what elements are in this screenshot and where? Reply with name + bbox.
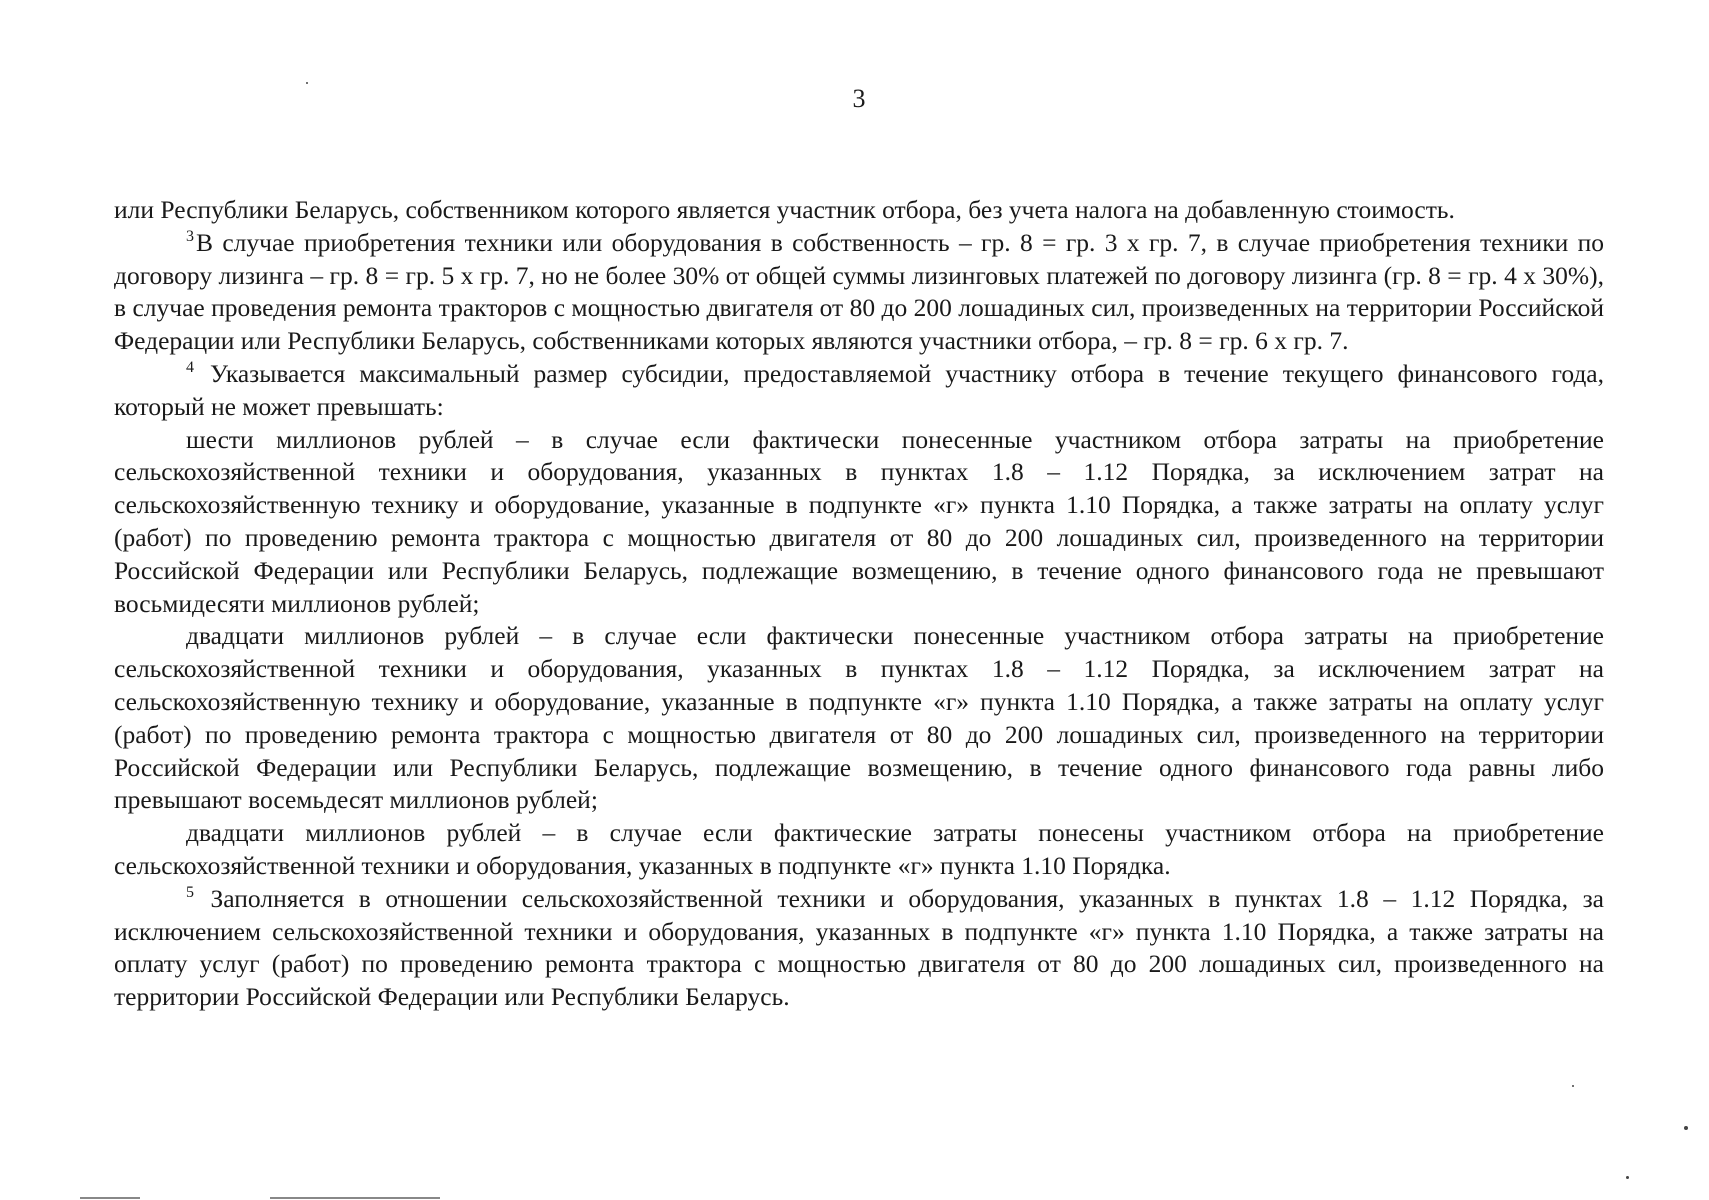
scan-edge-mark xyxy=(80,1197,140,1199)
paragraph-text: двадцати миллионов рублей – в случае если фактические затраты понесены участником отбора на приобретение сельскохозяйственной техники и оборудования, указанных в подпункте «г» пункта 1.10 Порядка. xyxy=(114,818,1604,880)
footnote-marker: 5 xyxy=(186,883,194,901)
footnote-5 xyxy=(114,883,1604,1014)
scan-edge-mark xyxy=(270,1197,440,1199)
scan-speck xyxy=(1626,1176,1629,1179)
paragraph-text: двадцати миллионов рублей – в случае если фактически понесенные участником отбора затраты на приобретение сельскохозяйственной техники и оборудования, указанных в пунктах 1.8 – 1.12 Порядка, за исключением затрат на сельскохозяйственную технику и оборудование, указанные в подпункте «г» пункта 1.10 Порядка, а также затраты на оплату услуг (работ) по проведению ремонта трактора с мощностью двигателя от 80 до 200 лошадиных сил, произведенного на территории Российской Федерации или Республики Беларусь, подлежащие возмещению, в течение одного финансового года равны либо превышают восемьдесят миллионов рублей; xyxy=(114,621,1604,815)
scan-speck xyxy=(1572,1085,1574,1087)
paragraph-text: или Республики Беларусь, собственником которого является участник отбора, без учета налога на добавленную стоимость. xyxy=(114,195,1455,224)
list-item xyxy=(114,817,1604,883)
document-body xyxy=(114,194,1604,1014)
footnote-text: В случае приобретения техники или оборудования в собственность – гр. 8 = гр. 3 х гр. 7, в случае приобретения техники по договору лизинга – гр. 8 = гр. 5 х гр. 7, но не более 30% от общей суммы лизинговых платежей по договору лизинга (гр. 8 = гр. 4 х 30%), в случае проведения ремонта тракторов с мощностью двигателя от 80 до 200 лошадиных сил, произведенных на территории Российской Федерации или Республики Беларусь, собственниками которых являются участники отбора, – гр. 8 = гр. 6 х гр. 7. xyxy=(114,227,1604,356)
footnote-4 xyxy=(114,358,1604,424)
footnote-marker: 3 xyxy=(186,227,194,245)
page-number: 3 xyxy=(852,84,866,113)
footnote-3 xyxy=(114,227,1604,358)
scan-speck xyxy=(306,82,308,84)
scan-speck xyxy=(1684,1126,1688,1130)
list-item xyxy=(114,424,1604,621)
footnote-marker: 4 xyxy=(186,358,194,376)
footnote-text: Заполняется в отношении сельскохозяйственной техники и оборудования, указанных в пунктах 1.8 – 1.12 Порядка, за исключением сельскохозяйственной техники и оборудования, указанных в подпункте «г» пункта 1.10 Порядка, а также затраты на оплату услуг (работ) по проведению ремонта трактора с мощностью двигателя от 80 до 200 лошадиных сил, произведенного на территории Российской Федерации или Республики Беларусь. xyxy=(114,883,1604,1012)
list-item xyxy=(114,620,1604,817)
paragraph-continuation xyxy=(114,194,1604,227)
footnote-text: Указывается максимальный размер субсидии, предоставляемой участнику отбора в течение текущего финансового года, который не может превышать: xyxy=(114,358,1605,421)
paragraph-text: шести миллионов рублей – в случае если фактически понесенные участником отбора затраты на приобретение сельскохозяйственной техники и оборудования, указанных в пунктах 1.8 – 1.12 Порядка, за исключением затрат на сельскохозяйственную технику и оборудование, указанные в подпункте «г» пункта 1.10 Порядка, а также затраты на оплату услуг (работ) по проведению ремонта трактора с мощностью двигателя от 80 до 200 лошадиных сил, произведенного на территории Российской Федерации или Республики Беларусь, подлежащие возмещению, в течение одного финансового года не превышают восьмидесяти миллионов рублей; xyxy=(114,424,1604,618)
